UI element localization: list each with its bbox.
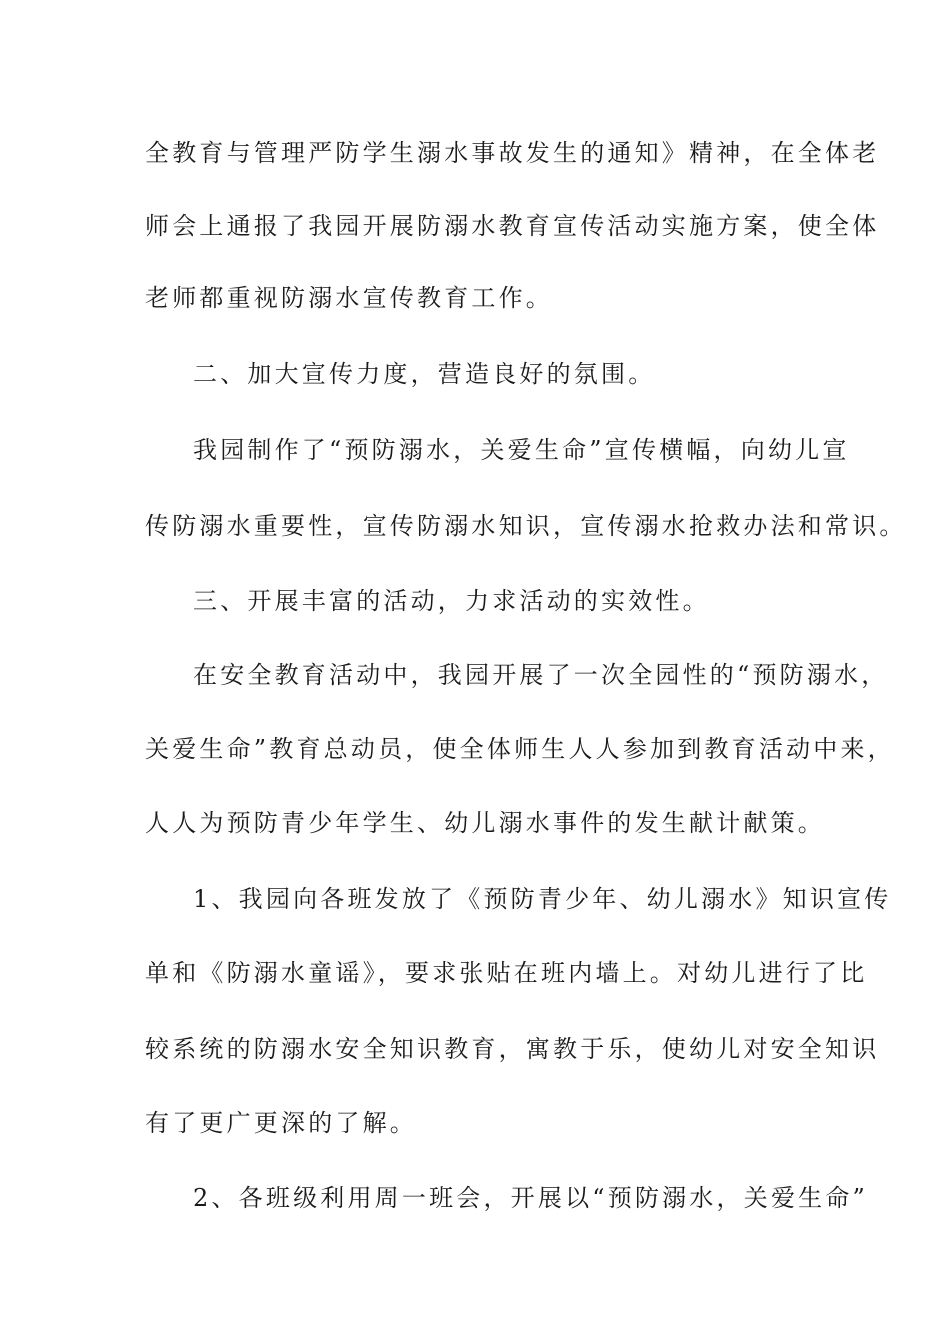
text-line: 1、我园向各班发放了《预防青少年、幼儿溺水》知识宣传 bbox=[193, 885, 892, 913]
text-line: 较系统的防溺水安全知识教育，寓教于乐，使幼儿对安全知识 bbox=[145, 1035, 880, 1063]
text-line: 2、各班级利用周一班会，开展以“预防溺水，关爱生命” bbox=[193, 1184, 869, 1212]
text-line: 师会上通报了我园开展防溺水教育宣传活动实施方案，使全体 bbox=[145, 212, 880, 240]
section-heading: 三、开展丰富的活动，力求活动的实效性。 bbox=[193, 587, 710, 615]
text-line: 我园制作了“预防溺水，关爱生命”宣传横幅，向幼儿宣 bbox=[193, 436, 850, 464]
section-heading: 二、加大宣传力度，营造良好的氛围。 bbox=[193, 360, 656, 388]
text-line: 关爱生命”教育总动员，使全体师生人人参加到教育活动中来， bbox=[145, 735, 895, 763]
text-line: 在安全教育活动中，我园开展了一次全园性的“预防溺水， bbox=[193, 661, 889, 689]
text-line: 单和《防溺水童谣》，要求张贴在班内墙上。对幼儿进行了比 bbox=[145, 959, 868, 987]
text-line: 全教育与管理严防学生溺水事故发生的通知》精神，在全体老 bbox=[145, 139, 880, 167]
text-line: 老师都重视防溺水宣传教育工作。 bbox=[145, 284, 553, 312]
text-line: 人人为预防青少年学生、幼儿溺水事件的发生献计献策。 bbox=[145, 809, 825, 837]
text-line: 有了更广更深的了解。 bbox=[145, 1109, 417, 1137]
text-line: 传防溺水重要性，宣传防溺水知识，宣传溺水抢救办法和常识。 bbox=[145, 512, 907, 540]
